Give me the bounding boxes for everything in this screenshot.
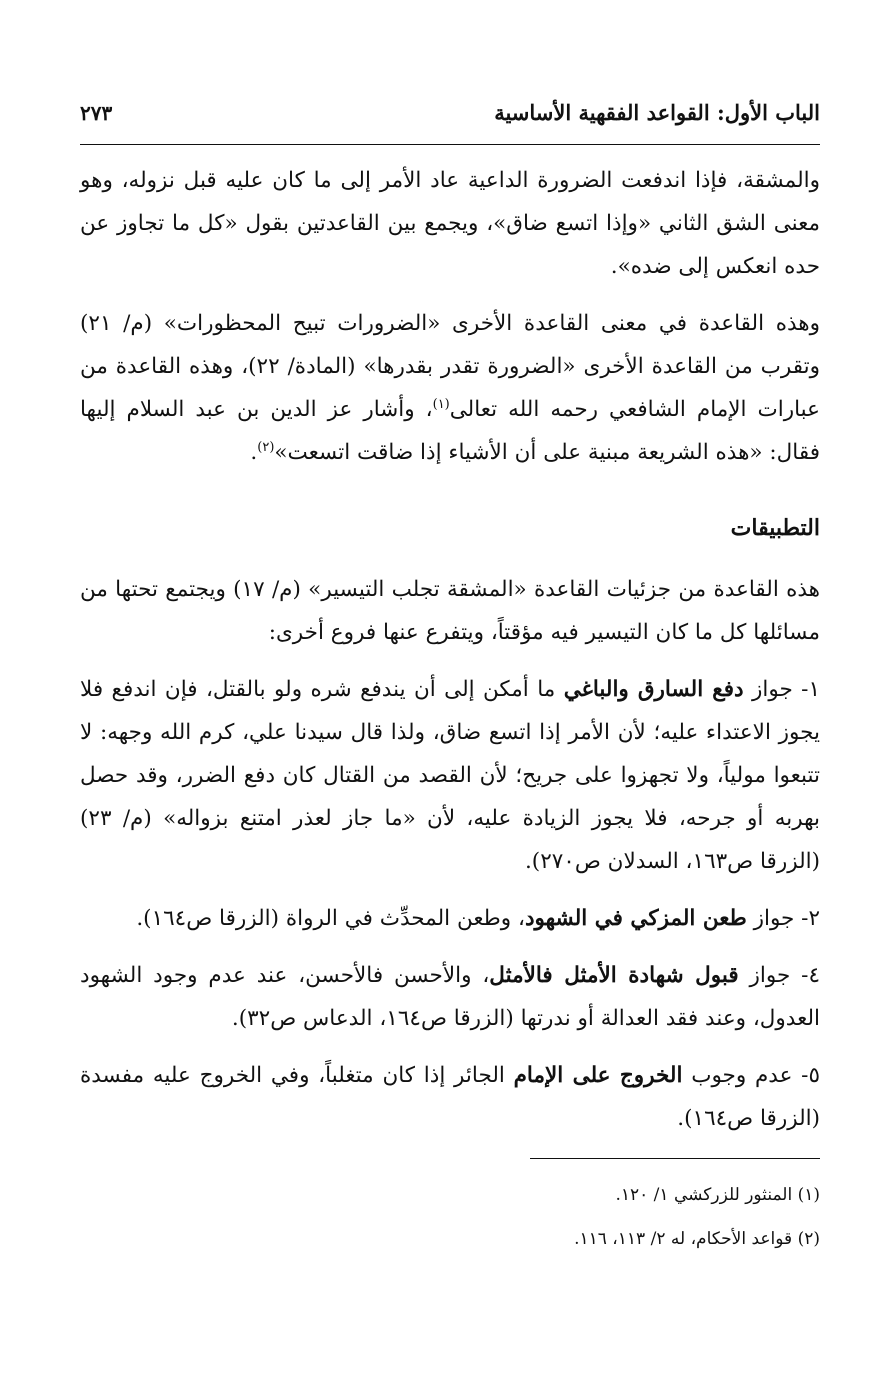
list-item-5-lead: ٥- عدم وجوب — [682, 1063, 820, 1088]
list-item-4 — [80, 954, 820, 1040]
list-item-5-bold: الخروج على الإمام — [513, 1063, 683, 1088]
page-body — [80, 159, 820, 1140]
paragraph-2-text-continued: ، وأشار عز الدين بن عبد السلام إليها فقال: «هذه الشريعة مبنية على أن الأشياء إذا ضاقت اتسعت» — [80, 397, 820, 465]
footnote-1: (١) المنثور للزركشي ١/ ١٢٠. — [615, 1185, 820, 1205]
book-page — [80, 100, 820, 1261]
list-item-1-lead: ١- جواز — [743, 677, 820, 702]
paragraph-2-end: . — [250, 440, 258, 465]
page-number: ٢٧٣ — [80, 101, 113, 125]
list-item-4-lead: ٤- جواز — [738, 963, 821, 988]
list-item-5 — [80, 1054, 820, 1140]
section-heading: التطبيقات — [730, 515, 820, 541]
list-item-2 — [80, 897, 820, 940]
paragraph-1: والمشقة، فإذا اندفعت الضرورة الداعية عاد الأمر إلى ما كان عليه قبل نزوله، وهو معنى الشق الثاني «وإذا اتسع ضاق»، ويجمع بين القاعدتين بقول «كل ما تجاوز عن حده انعكس إلى ضده». — [80, 168, 820, 279]
list-item-1 — [80, 668, 820, 883]
list-item-2-text: ، وطعن المحدِّث في الرواة (الزرقا ص١٦٤). — [136, 906, 525, 931]
footnote-ref-2[interactable]: (٢) — [257, 439, 275, 455]
list-item-4-text: ، والأحسن فالأحسن، عند عدم وجود الشهود العدول، وعند فقد العدالة أو ندرتها (الزرقا ص١٦٤، الدعاس ص٣٢). — [80, 963, 820, 1031]
list-item-4-bold: قبول شهادة الأمثل فالأمثل — [489, 963, 739, 988]
list-item-2-lead: ٢- جواز — [746, 906, 820, 931]
running-header — [80, 100, 820, 145]
footnote-2: (٢) قواعد الأحكام، له ٢/ ١١٣، ١١٦. — [574, 1229, 820, 1249]
paragraph-3: هذه القاعدة من جزئيات القاعدة «المشقة تجلب التيسير» (م/ ١٧) ويجتمع تحتها من مسائلها كل ما كان التيسير فيه مؤقتاً، ويتفرع عنها فروع أخرى: — [80, 577, 820, 645]
footnote-ref-1[interactable]: (١) — [432, 396, 450, 412]
paragraph-2-text: وهذه القاعدة في معنى القاعدة الأخرى «الضرورات تبيح المحظورات» (م/ ٢١) وتقرب من القاعدة الأخرى «الضرورة تقدر بقدرها» (المادة/ ٢٢)، وهذه القاعدة من عبارات الإمام الشافعي رحمه الله تعالى — [80, 311, 820, 422]
list-item-5-text: الجائر إذا كان متغلباً، وفي الخروج عليه مفسدة (الزرقا ص١٦٤). — [80, 1063, 820, 1131]
footnotes — [80, 1173, 820, 1261]
list-item-1-bold: دفع السارق والباغي — [563, 677, 744, 702]
chapter-title: الباب الأول: القواعد الفقهية الأساسية — [494, 100, 820, 125]
list-item-1-text: ما أمكن إلى أن يندفع شره ولو بالقتل، فإن اندفع فلا يجوز الاعتداء عليه؛ لأن الأمر إذا اتسع ضاق، ولذا قال سيدنا علي، كرم الله وجهه: لا تتبعوا مولياً، ولا تجهزوا على جريح؛ لأن القصد من القتال كان دفع الضرر، وقد حصل بهربه أو جرحه، فلا يجوز الزيادة عليه، لأن «ما جاز لعذر امتنع بزواله» (م/ ٢٣) (الزرقا ص١٦٣، السدلان ص٢٧٠). — [80, 677, 820, 874]
list-item-2-bold: طعن المزكي في الشهود — [524, 906, 747, 931]
paragraph-2 — [80, 302, 820, 474]
footnote-divider — [530, 1158, 820, 1159]
